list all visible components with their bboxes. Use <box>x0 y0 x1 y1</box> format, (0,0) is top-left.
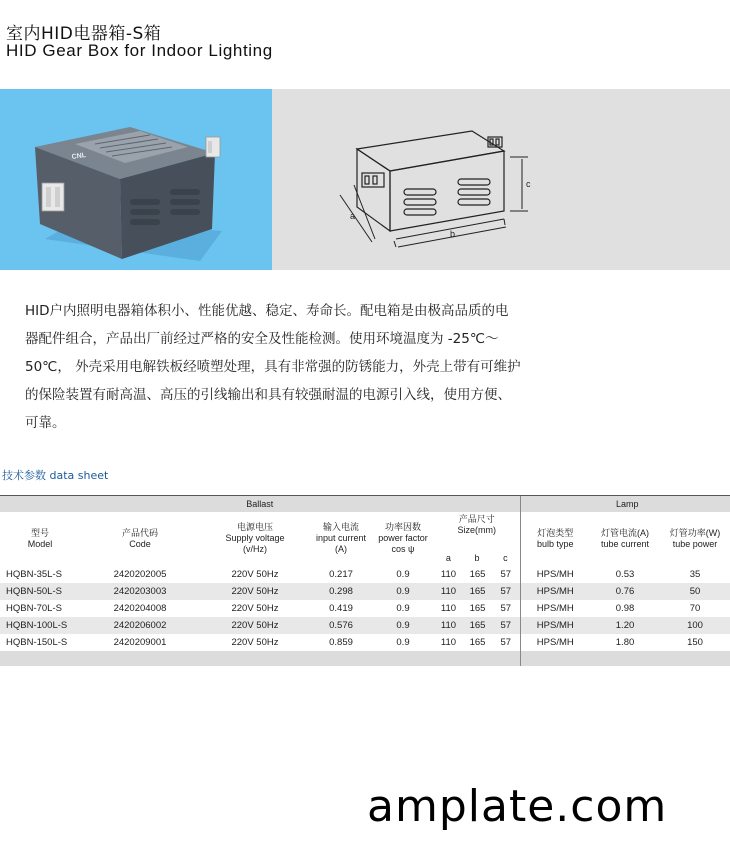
col-current-header: 输入电流 input current (A) <box>315 522 367 554</box>
cell-pf: 0.9 <box>396 568 410 580</box>
cell-voltage: 220V 50Hz <box>231 568 279 580</box>
cell-bulb: HPS/MH <box>520 566 590 583</box>
dimension-a-label: a <box>350 211 356 221</box>
cell-model: HQBN-50L-S <box>0 583 80 600</box>
cell-c: 57 <box>500 602 512 614</box>
table-row <box>0 583 730 600</box>
cell-voltage: 220V 50Hz <box>200 583 310 600</box>
col-size-b: b <box>474 552 480 563</box>
column-header-row <box>0 512 730 566</box>
col-pf-header: 功率因数 power factor cos ψ <box>378 522 428 554</box>
datasheet-title: 技术参数 data sheet <box>2 469 109 482</box>
description-line: 可靠。 <box>25 415 66 431</box>
cell-b: 165 <box>469 568 486 580</box>
cell-bulb: HPS/MH <box>520 617 590 634</box>
col-size-a: a <box>445 552 451 563</box>
group-ballast-label: Ballast <box>0 496 520 512</box>
technical-drawing <box>272 89 730 270</box>
cell-tube-power: 70 <box>689 602 701 614</box>
gear-box-photo-image <box>0 89 272 270</box>
cell-tube-current: 1.80 <box>615 636 635 648</box>
cell-b: 165 <box>463 617 492 634</box>
product-description <box>25 297 545 437</box>
cell-tube-power: 100 <box>660 617 730 634</box>
cell-model: HQBN-35L-S <box>6 568 62 580</box>
cell-voltage: 220V 50Hz <box>231 636 279 648</box>
page-title-en: HID Gear Box for Indoor Lighting <box>6 41 273 60</box>
cell-b: 165 <box>469 602 486 614</box>
cell-bulb: HPS/MH <box>520 634 590 651</box>
cell-tube-power: 50 <box>660 583 730 600</box>
description-line: 50℃， 外壳采用电解铁板经喷塑处理，具有非常强的防锈能力，外壳上带有可维护 <box>25 359 521 375</box>
cell-code: 2420209001 <box>113 636 167 648</box>
cell-model: HQBN-100L-S <box>0 617 80 634</box>
cell-tube-current: 0.76 <box>590 583 660 600</box>
cell-b: 165 <box>469 636 486 648</box>
table-row <box>0 634 730 651</box>
cell-model: HQBN-70L-S <box>6 602 62 614</box>
col-tube-current-header: 灯管电流(A) tube current <box>601 527 650 549</box>
dimension-c-label: c <box>526 179 531 189</box>
col-model-header: 型号 Model <box>27 527 53 549</box>
cell-bulb: HPS/MH <box>520 583 590 600</box>
cell-c: 57 <box>492 617 520 634</box>
table-row <box>0 566 730 583</box>
watermark: amplate.com <box>367 781 668 832</box>
datasheet-table <box>0 495 730 666</box>
cell-a: 110 <box>440 636 457 648</box>
cell-code: 2420204008 <box>113 602 167 614</box>
col-tube-power-header: 灯管功率(W) tube power <box>669 527 721 549</box>
description-line: 的保险装置有耐高温、高压的引线输出和具有较强耐温的电源引入线，使用方便、 <box>25 387 511 403</box>
product-photo <box>0 89 272 270</box>
cell-code: 2420203003 <box>80 583 200 600</box>
table-footer-row <box>0 651 730 666</box>
cell-code: 2420206002 <box>80 617 200 634</box>
cell-pf: 0.9 <box>396 636 410 648</box>
cell-current: 0.576 <box>310 617 372 634</box>
cell-current: 0.217 <box>329 568 353 580</box>
col-size-header: 产品尺寸 Size(mm) a b c <box>445 513 508 563</box>
description-line: HID户内照明电器箱体积小、性能优越、稳定、寿命长。配电箱是由极高品质的电 <box>25 303 509 319</box>
cell-current: 0.298 <box>310 583 372 600</box>
cell-a: 110 <box>434 617 463 634</box>
cell-tube-power: 35 <box>689 568 701 580</box>
cell-tube-current: 0.53 <box>615 568 635 580</box>
col-code-header: 产品代码 Code <box>121 527 158 549</box>
cell-pf: 0.9 <box>396 602 410 614</box>
page-title-cn: 室内HID电器箱-S箱 <box>6 24 162 44</box>
cell-current: 0.419 <box>329 602 353 614</box>
cell-a: 110 <box>440 568 457 580</box>
cell-c: 57 <box>500 636 512 648</box>
cell-tube-current: 1.20 <box>590 617 660 634</box>
dimension-b-label: b <box>450 229 456 239</box>
col-voltage-header: 电源电压 Supply voltage (v/Hz) <box>225 522 285 554</box>
group-lamp-label: Lamp <box>520 496 730 512</box>
cell-current: 0.859 <box>329 636 353 648</box>
cell-c: 57 <box>492 583 520 600</box>
cell-pf: 0.9 <box>372 617 434 634</box>
cell-b: 165 <box>463 583 492 600</box>
cell-voltage: 220V 50Hz <box>231 602 279 614</box>
table-row <box>0 600 730 617</box>
cell-a: 110 <box>440 602 457 614</box>
col-size-c: c <box>503 552 508 563</box>
description-line: 器配件组合，产品出厂前经过严格的安全及性能检测。使用环境温度为 -25℃～ <box>25 331 499 347</box>
gear-box-outline-drawing <box>272 89 730 270</box>
group-header-row <box>0 496 730 512</box>
cell-tube-current: 0.98 <box>615 602 635 614</box>
brand-logo: CNL <box>71 152 87 161</box>
cell-voltage: 220V 50Hz <box>200 617 310 634</box>
cell-bulb: HPS/MH <box>520 600 590 617</box>
cell-c: 57 <box>500 568 512 580</box>
cell-model: HQBN-150L-S <box>6 636 68 648</box>
cell-code: 2420202005 <box>113 568 167 580</box>
cell-pf: 0.9 <box>372 583 434 600</box>
cell-tube-power: 150 <box>687 636 703 648</box>
col-bulb-header: 灯泡类型 bulb type <box>520 512 590 566</box>
table-row <box>0 617 730 634</box>
cell-a: 110 <box>434 583 463 600</box>
